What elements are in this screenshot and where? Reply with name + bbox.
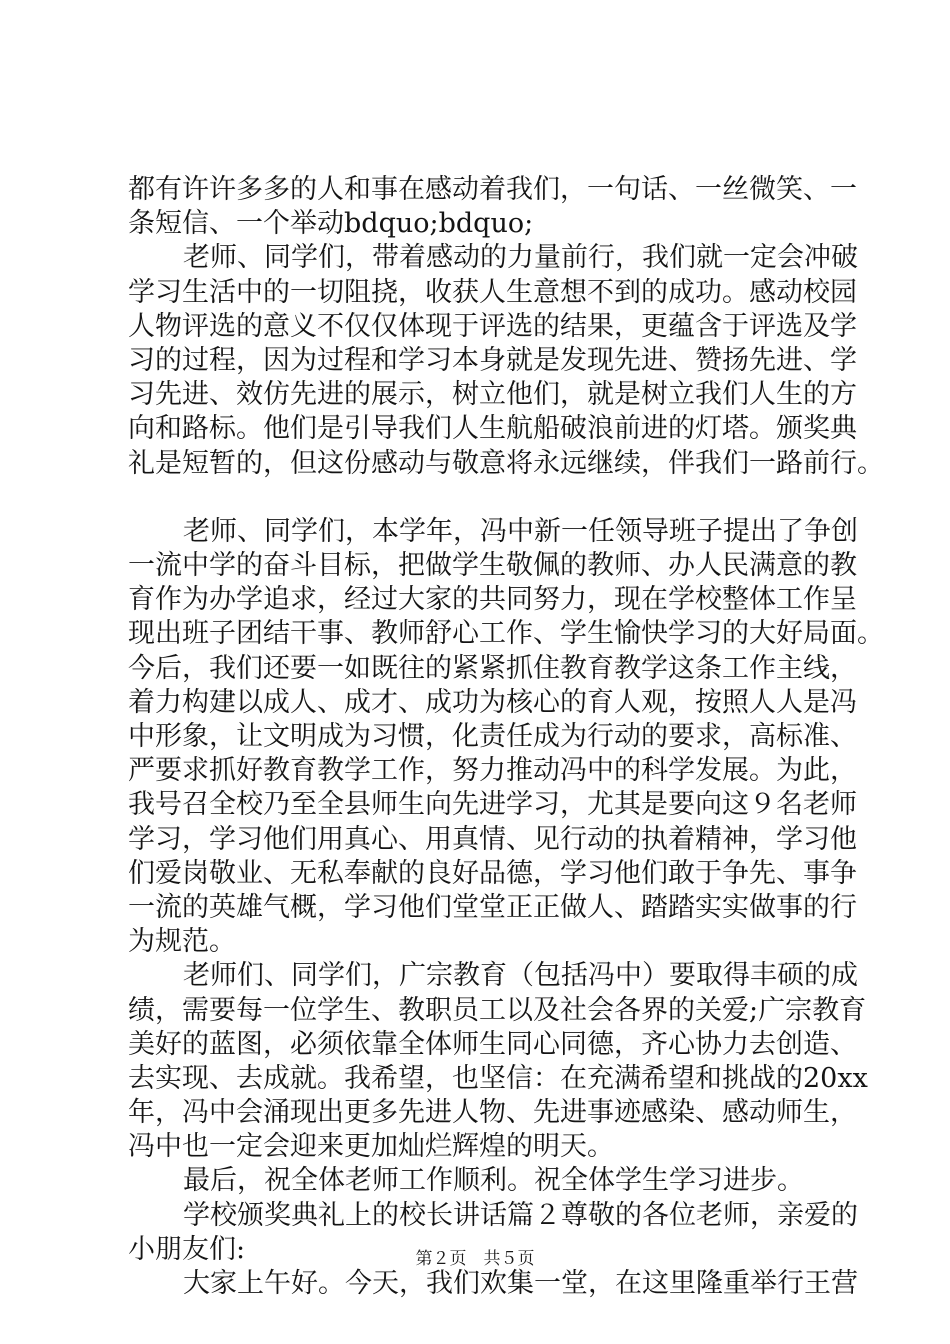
document-body [128,173,884,1301]
page-footer: 第２页 共５页 [415,1249,535,1269]
paragraph [128,515,884,959]
text-line: 冯中也一定会迎来更加灿烂辉煌的明天。 [128,1131,614,1163]
text-line: 一流的英雄气概，学习他们堂堂正正做人、踏踏实实做事的行 [128,891,857,923]
text-line: 老师、同学们，本学年，冯中新一任领导班子提出了争创 [183,515,858,547]
text-line: 大家上午好。今天，我们欢集一堂，在这里隆重举行王营 [183,1268,858,1299]
text-line: 着力构建以成人、成才、成功为核心的育人观，按照人人是冯 [128,686,857,718]
paragraph [128,241,884,480]
text-line: 礼是短暂的，但这份感动与敬意将永远继续，伴我们一路前行。 [128,447,884,479]
text-line: 绩，需要每一位学生、教职员工以及社会各界的关爱;广宗教育 [128,994,867,1026]
paragraph [128,173,857,241]
paragraph-gap [128,481,840,515]
text-line: 向和路标。他们是引导我们人生航船破浪前进的灯塔。颁奖典 [128,413,857,445]
text-line: 都有许许多多的人和事在感动着我们，一句话、一丝微笑、一 [128,174,857,205]
text-line: 现出班子团结干事、教师舒心工作、学生愉快学习的大好局面。 [128,618,884,650]
text-line: 一流中学的奋斗目标，把做学生敬佩的教师、办人民满意的教 [128,550,857,582]
text-line: 习先进、效仿先进的展示，树立他们，就是树立我们人生的方 [128,379,857,411]
text-line: 小朋友们: [128,1233,246,1265]
text-line: 最后，祝全体老师工作顺利。祝全体学生学习进步。 [183,1165,804,1197]
text-line: 老师、同学们，带着感动的力量前行，我们就一定会冲破 [183,242,858,274]
paragraph [128,959,868,1164]
text-line: 学校颁奖典礼上的校长讲话篇２尊敬的各位老师，亲爱的 [183,1199,858,1231]
text-line: 习的过程，因为过程和学习本身就是发现先进、赞扬先进、学 [128,344,857,376]
paragraph [128,1267,858,1301]
text-line: 中形象，让文明成为习惯，化责任成为行动的要求，高标准、 [128,721,857,752]
text-line: 严要求抓好教育教学工作，努力推动冯中的科学发展。为此， [128,755,857,787]
text-line: 们爱岗敬业、无私奉献的良好品德，学习他们敢于争先、事争 [128,857,857,889]
text-line: 学习生活中的一切阻挠，收获人生意想不到的成功。感动校园 [128,276,857,308]
paragraph [128,1164,840,1198]
text-line: 今后，我们还要一如既往的紧紧抓住教育教学这条工作主线， [128,652,857,684]
text-line: 去实现、去成就。我希望，也坚信：在充满希望和挑战的20xx [128,1062,868,1094]
text-line: 年，冯中会涌现出更多先进人物、先进事迹感染、感动师生， [128,1097,857,1129]
text-line: 学习，学习他们用真心、用真情、见行动的执着精神，学习他 [128,823,857,855]
text-line: 美好的蓝图，必须依靠全体师生同心同德，齐心协力去创造、 [128,1028,857,1060]
text-line: 育作为办学追求，经过大家的共同努力，现在学校整体工作呈 [128,584,857,616]
text-line: 人物评选的意义不仅仅体现于评选的结果，更蕴含于评选及学 [128,310,857,342]
text-line: 老师们、同学们，广宗教育（包括冯中）要取得丰硕的成 [183,960,858,992]
text-line: 为规范。 [128,926,236,958]
text-line: 条短信、一个举动bdquo;bdquo; [128,208,534,240]
text-line: 我号召全校乃至全县师生向先进学习，尤其是要向这９名老师 [128,789,857,821]
